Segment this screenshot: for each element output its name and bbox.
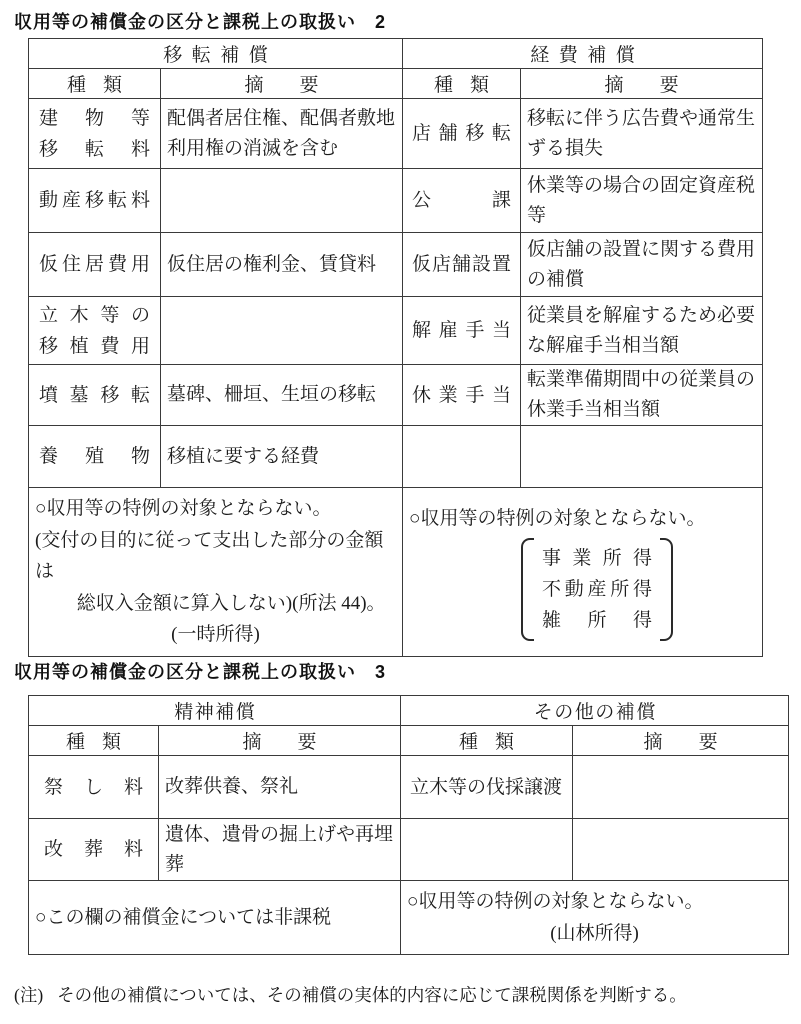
group-header-mental: 精神補償 xyxy=(29,696,401,726)
table-row xyxy=(29,99,763,169)
type-cell: 休業手当 xyxy=(403,365,521,426)
summary-cell: 仮住居の権利金、賃貸料 xyxy=(161,233,403,297)
page-footnote xyxy=(14,982,687,1007)
column-header-summary: 摘要 xyxy=(573,726,789,756)
type-cell: 立木等の伐採譲渡 xyxy=(401,756,573,819)
type-cell: 祭し料 xyxy=(29,756,159,819)
footnote-label: (注) xyxy=(14,985,44,1005)
column-header-type: 種類 xyxy=(29,726,159,756)
summary-cell: 休業等の場合の固定資産税等 xyxy=(521,169,763,233)
income-type-item: 事業所得 xyxy=(542,547,653,569)
column-header-type: 種類 xyxy=(403,69,521,99)
summary-cell: 移植に要する経費 xyxy=(161,426,403,488)
table2-title: 収用等の補償金の区分と課税上の取扱い 3 xyxy=(14,662,387,682)
table2-compensation-table xyxy=(28,695,789,955)
type-cell xyxy=(401,819,573,881)
table-row xyxy=(29,39,763,69)
table-row xyxy=(29,881,789,955)
summary-cell: 移転に伴う広告費や通常生ずる損失 xyxy=(521,99,763,169)
table-row xyxy=(29,69,763,99)
income-type-bracket-group xyxy=(521,538,673,641)
table-row xyxy=(29,488,763,657)
type-cell: 養殖物 xyxy=(29,426,161,488)
type-cell: 動産移転料 xyxy=(29,169,161,233)
column-header-summary: 摘要 xyxy=(161,69,403,99)
summary-cell: 転業準備期間中の従業員の休業手当相当額 xyxy=(521,365,763,426)
type-cell: 仮住居費用 xyxy=(29,233,161,297)
income-type-item: 雑所得 xyxy=(542,609,653,631)
type-cell: 公課 xyxy=(403,169,521,233)
footnote-cell-other: ○収用等の特例の対象とならない。 (山林所得) xyxy=(401,881,789,955)
summary-cell xyxy=(161,169,403,233)
group-header-relocation: 移転補償 xyxy=(29,39,403,69)
summary-cell xyxy=(521,426,763,488)
summary-cell xyxy=(161,297,403,365)
group-header-other: その他の補償 xyxy=(401,696,789,726)
type-cell xyxy=(403,426,521,488)
column-header-summary: 摘要 xyxy=(521,69,763,99)
footnote-cell-mental: ○この欄の補償金については非課税 xyxy=(29,881,401,955)
column-header-type: 種類 xyxy=(29,69,161,99)
table-row xyxy=(29,426,763,488)
table-row xyxy=(29,726,789,756)
column-header-summary: 摘要 xyxy=(159,726,401,756)
type-cell: 店舗移転 xyxy=(403,99,521,169)
summary-cell xyxy=(573,756,789,819)
summary-cell: 改葬供養、祭礼 xyxy=(159,756,401,819)
summary-cell: 仮店舗の設置に関する費用の補償 xyxy=(521,233,763,297)
table-row xyxy=(29,819,789,881)
type-cell: 立木等の 移植費用 xyxy=(29,297,161,365)
summary-cell: 墓碑、柵垣、生垣の移転 xyxy=(161,365,403,426)
table-row xyxy=(29,297,763,365)
footnote-cell-expense: ○収用等の特例の対象とならない。 事業所得 不動産所得 雑所得 xyxy=(403,488,763,657)
summary-cell: 配偶者居住権、配偶者敷地利用権の消滅を含む xyxy=(161,99,403,169)
table1-title: 収用等の補償金の区分と課税上の取扱い 2 xyxy=(14,12,387,32)
left-bracket-shape xyxy=(521,538,534,641)
right-bracket-shape xyxy=(660,538,673,641)
footnote-text: その他の補償については、その補償の実体的内容に応じて課税関係を判断する。 xyxy=(57,985,687,1005)
table-row xyxy=(29,696,789,726)
group-header-expense: 経費補償 xyxy=(403,39,763,69)
table1-compensation-table xyxy=(28,38,763,657)
type-cell: 墳墓移転 xyxy=(29,365,161,426)
type-cell: 解雇手当 xyxy=(403,297,521,365)
table-row xyxy=(29,169,763,233)
type-cell: 仮店舗設置 xyxy=(403,233,521,297)
footnote-cell-relocation: ○収用等の特例の対象とならない。 (交付の目的に従って支出した部分の金額は 総収入金額に算入しない)(所法 44)。 (一時所得) xyxy=(29,488,403,657)
summary-cell: 従業員を解雇するため必要な解雇手当相当額 xyxy=(521,297,763,365)
table-row xyxy=(29,365,763,426)
table-row xyxy=(29,756,789,819)
type-cell: 建物等 移転料 xyxy=(29,99,161,169)
table-row xyxy=(29,233,763,297)
summary-cell: 遺体、遺骨の掘上げや再埋葬 xyxy=(159,819,401,881)
type-cell: 改葬料 xyxy=(29,819,159,881)
summary-cell xyxy=(573,819,789,881)
column-header-type: 種類 xyxy=(401,726,573,756)
income-type-item: 不動産所得 xyxy=(542,578,653,600)
